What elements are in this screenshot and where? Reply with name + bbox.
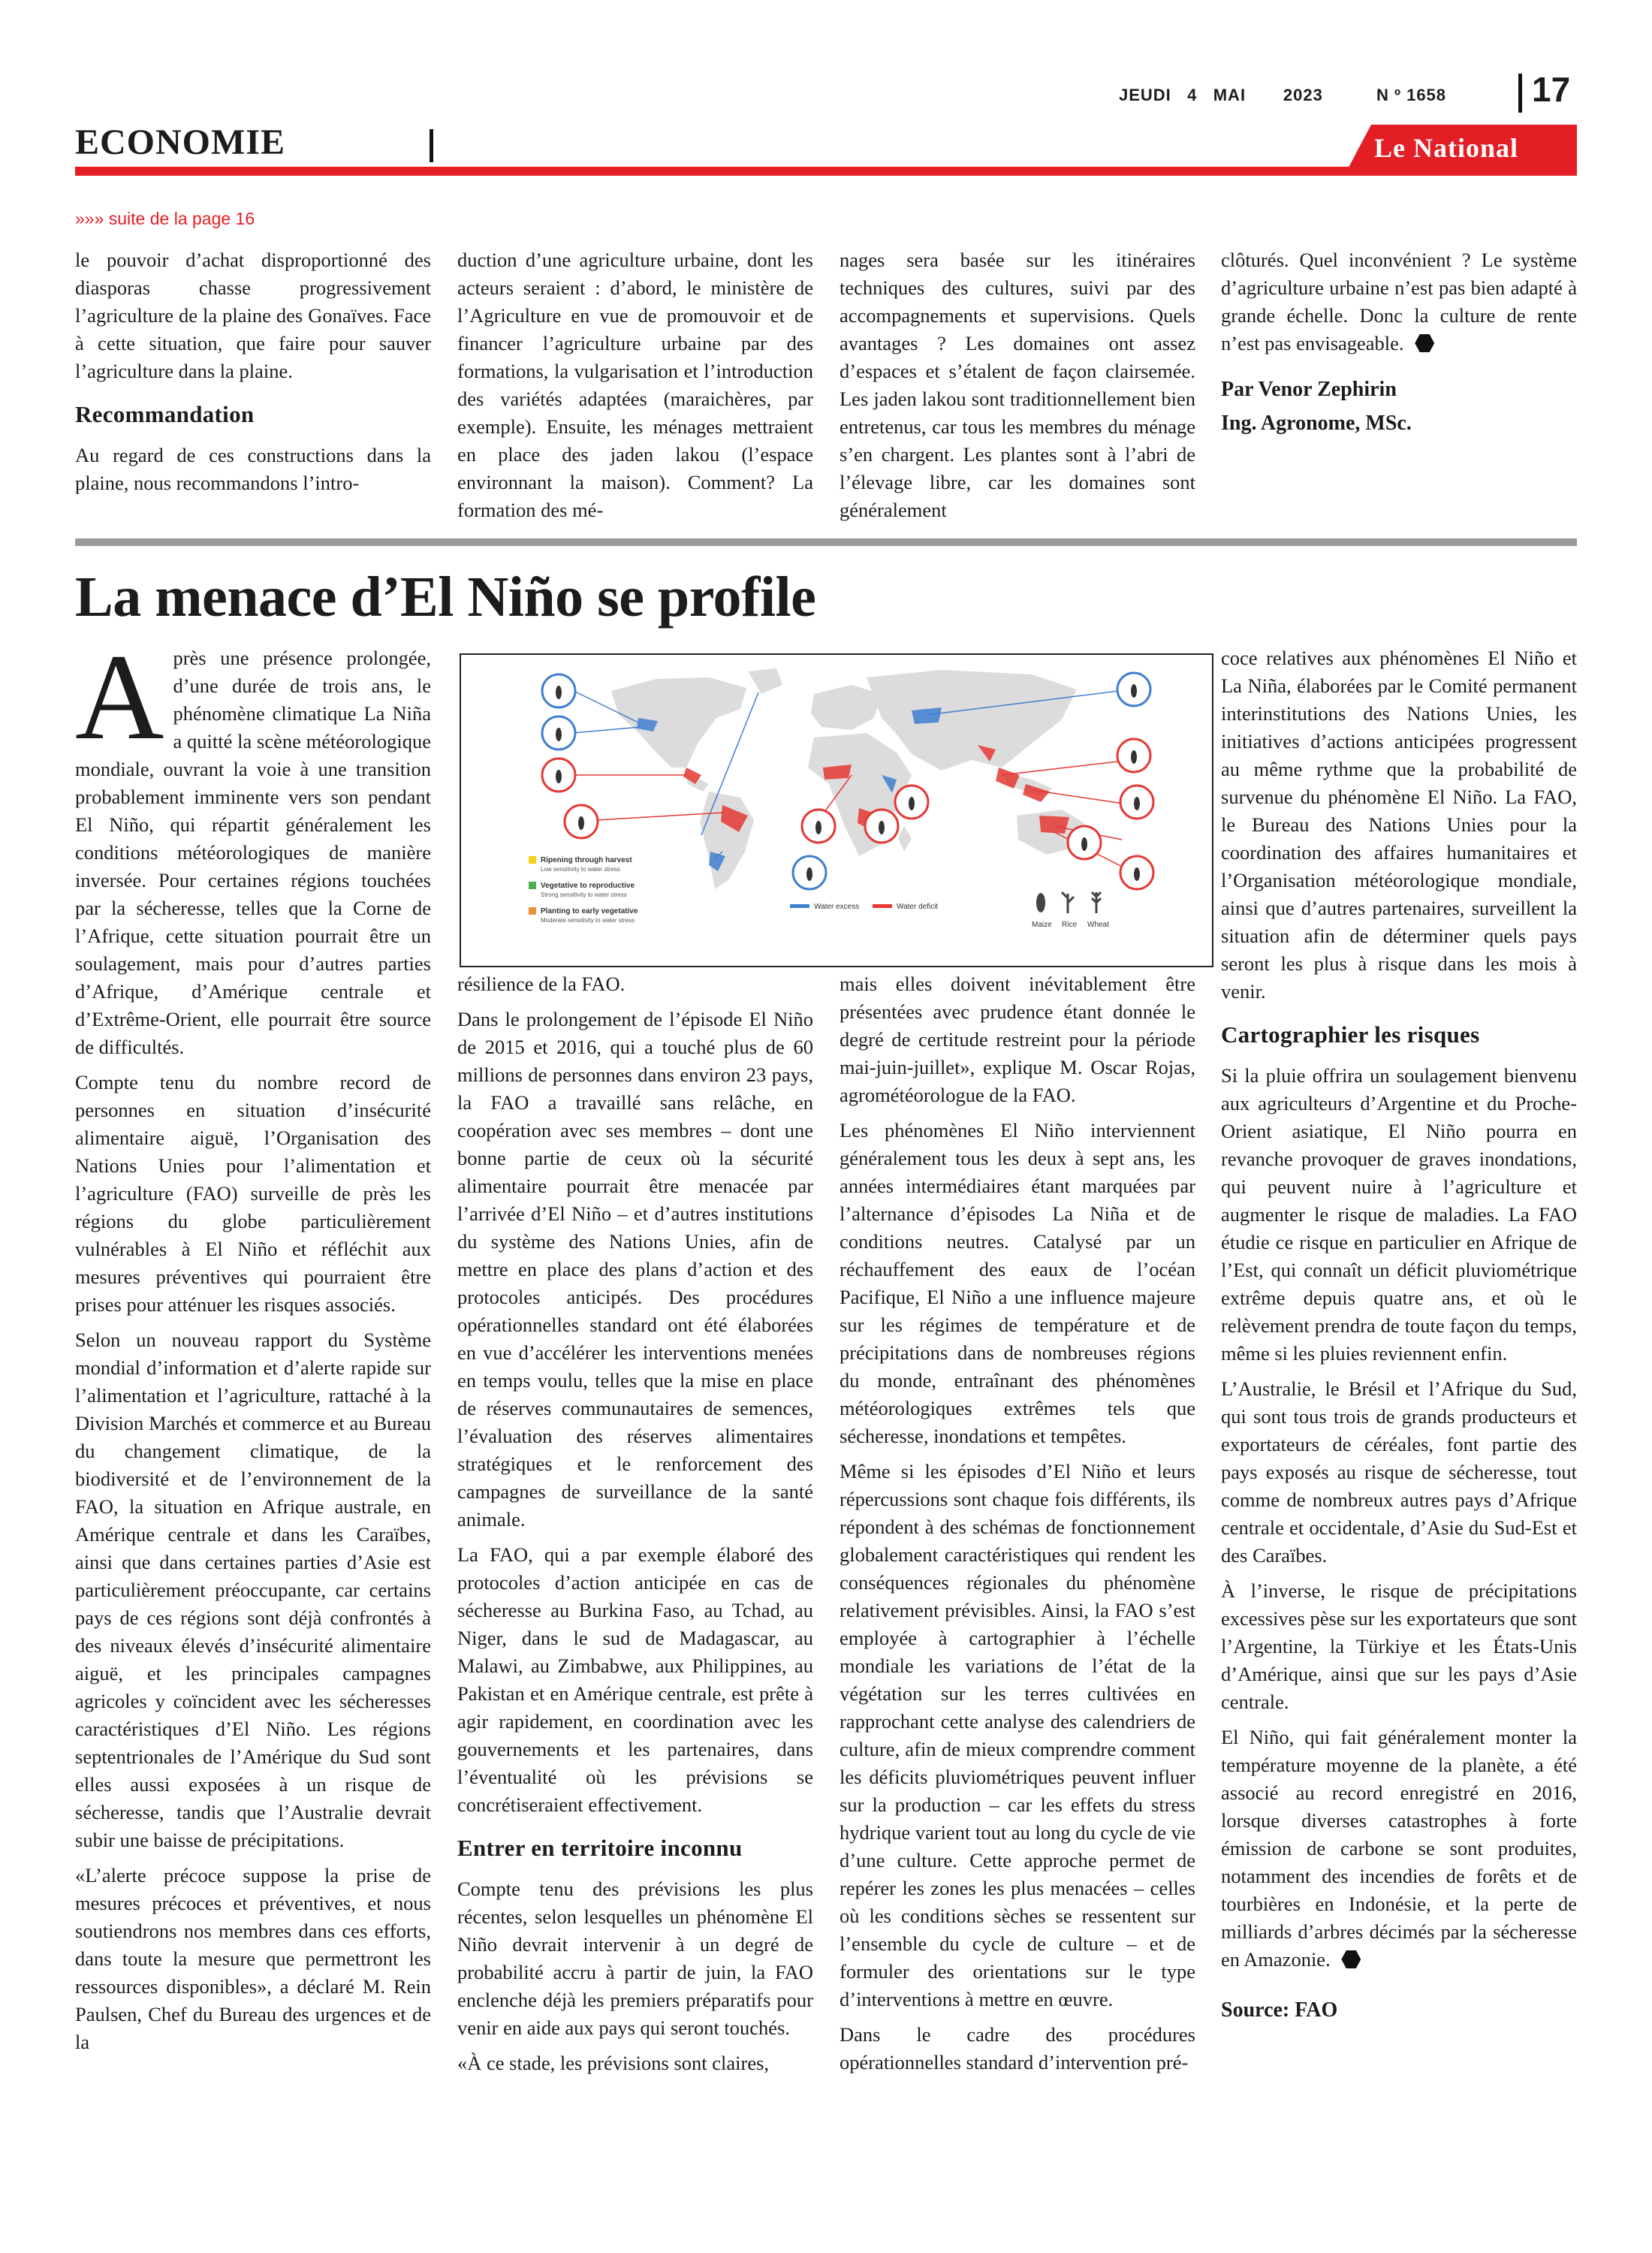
top-article-column-2 <box>457 246 813 532</box>
legend-swatch-vegetative <box>529 882 536 889</box>
section-divider <box>430 129 433 162</box>
top-article-column-4 <box>1221 246 1577 437</box>
legend-planting: Planting to early vegetative <box>541 907 638 915</box>
maize-icon <box>1036 893 1045 912</box>
paragraph: résilience de la FAO. <box>457 973 626 995</box>
legend-rice: Rice <box>1062 921 1078 929</box>
drop-cap: A <box>75 629 164 765</box>
date-year: 2023 <box>1283 86 1323 104</box>
paragraph: «À ce stade, les prévisions sont claires, <box>457 2052 770 2074</box>
date-month: MAI <box>1213 86 1247 104</box>
paragraph: Compte tenu du nombre record de personnes en situation d’insécurité alimentaire aiguë, l’Organisation des Nations Unies pour l’alimentation et l’agriculture (FAO) surveille de près les régions du globe particulièrement vulnérables à El Niño et réfléchit aux mesures préventives qui pourraient être prises pour atténuer les risques associés. <box>75 1071 431 1316</box>
main-article-column-3 <box>840 970 1195 2084</box>
end-mark-icon <box>1415 333 1434 353</box>
paragraph: duction d’une agriculture urbaine, dont les acteurs seraient : d’abord, le ministère de l’Agriculture en vue de promouvoir et de financer l’agriculture urbaine par des formations, la vulgarisation et l’introduction des variétés adaptées (maraichères, par exemple). Ensuite, les ménages mettraient en place des jaden lakou (l’espace environnant la maison). Comment? La formation des mé- <box>457 249 813 521</box>
legend-swatch-deficit <box>873 904 892 908</box>
main-article-column-2 <box>457 970 813 2085</box>
date-day: JEUDI <box>1119 86 1171 104</box>
rice-icon <box>1062 892 1074 913</box>
paragraph: Dans le prolongement de l’épisode El Niño de 2015 et 2016, qui a touché plus de 60 millions de personnes dans environ 23 pays, la FAO a travaillé sans relâche, en coopération avec ses membres – dont une bonne partie de ceux où la sécurité alimentaire pourrait être menacée par l’arrivée d’El Niño – et d’autres institutions du système des Nations Unies, afin de mettre en place des plans d’action et des protocoles anticipés. Des procédures opérationnelles standard ont été élaborées en vue d’accélérer les interventions menées en temps voulu, telles que la mise en place de réserves communautaires de semences, l’évaluation des réserves alimentaires stratégiques et le renforcement des campagnes de surveillance de la santé animale. <box>457 1008 813 1531</box>
legend-planting-sub: Moderate sensitivity to water stress <box>541 917 635 924</box>
author-name: Par Venor Zephirin <box>1221 378 1397 401</box>
date-number: 4 <box>1187 86 1198 104</box>
subheading-recommandation: Recommandation <box>75 401 255 427</box>
paragraph-text: El Niño, qui fait généralement monter la température moyenne de la planète, a été associé au record enregistré en 2016, lorsque diverses catastrophes à forte émission de carbone se sont produites, notamment des incendies de forêts et de tourbières en Indonésie, et la perte de milliards d’arbres décimés par la sécheresse en Amazonie. <box>1221 1726 1577 1971</box>
legend-swatch-planting <box>529 907 536 915</box>
publication-name: Le National <box>1374 133 1519 163</box>
paragraph: nages sera basée sur les itinéraires techniques des cultures, suivi par des accompagnements et supervisions. Quels avantages ? Les domaines ont assez d’espaces et s’étalent de façon clairsemée. Les jaden lakou sont traditionnellement bien entretenus, car tous les membres du ménage s’en chargent. Les plantes sont à l’abri de l’élevage libre, car les domaines sont généralement <box>840 249 1195 521</box>
legend-ripening-sub: Low sensitivity to water stress <box>541 866 620 873</box>
paragraph: L’Australie, le Brésil et l’Afrique du Sud, qui sont tous trois de grands producteurs et exportateurs de céréales, font partie des pays exposés au risque de sécheresse, tout comme de nombreux autres pays d’Afrique centrale et occidentale, d’Asie du Sud-Est et des Caraïbes. <box>1221 1377 1577 1567</box>
paragraph-text: clôturés. Quel inconvénient ? Le système d’agriculture urbaine n’est pas bien adapté à grande échelle. Donc la culture de rente n’est pas envisageable. <box>1221 249 1577 354</box>
main-article-column-4 <box>1221 644 1577 2024</box>
subheading-territoire-inconnu: Entrer en territoire inconnu <box>457 1835 743 1861</box>
paragraph: Selon un nouveau rapport du Système mondial d’information et d’alerte rapide sur l’alimentation et l’agriculture, rattaché à la Division Marchés et commerce et au Bureau du changement climatique, de la biodiversité et de l’environnement de la FAO, la situation en Afrique australe, en Amérique centrale et dans les Caraïbes, ainsi que dans certaines parties d’Asie est particulièrement préoccupante, car certains pays de ces régions sont déjà confrontés à des niveaux élevés d’insécurité alimentaire aiguë, et les principales campagnes agricoles y coïncident avec les sécheresses caractéristiques d’El Niño. Les régions septentrionales de l’Amérique du Sud sont elles aussi exposées à un risque de sécheresse, tandis que l’Australie devrait subir une baisse de précipitations. <box>75 1329 431 1851</box>
subheading-cartographier: Cartographier les risques <box>1221 1021 1480 1048</box>
continuation-note: »»» suite de la page 16 <box>75 209 255 228</box>
legend-vegetative: Vegetative to reproductive <box>541 882 635 890</box>
page-number: 17 <box>1532 70 1571 109</box>
top-article-column-3 <box>840 246 1195 532</box>
paragraph: À l’inverse, le risque de précipitations excessives pèse sur les exportateurs que sont l’Argentine, la Türkiye et les États-Unis d’Amérique, ainsi que sur les pays d’Asie centrale. <box>1221 1579 1577 1713</box>
legend-vegetative-sub: Strong sensitivity to water stress <box>541 891 627 898</box>
paragraph: Au regard de ces constructions dans la plaine, nous recommandons l’intro- <box>75 444 431 494</box>
author-title: Ing. Agronome, MSc. <box>1221 412 1412 435</box>
paragraph <box>1221 1724 1577 1974</box>
paragraph: Les phénomènes El Niño interviennent généralement tous les deux à sept ans, les années intermédiaires étant marquées par l’alternance d’épisodes La Niña et de conditions neutres. Catalysé par un réchauffement des eaux de l’océan Pacifique, El Niño a une influence majeure sur les régimes de température et de précipitations dans de nombreuses régions du monde, entraînant des phénomènes météorologiques extrêmes tels que sécheresse, inondations et tempêtes. <box>840 1119 1195 1447</box>
paragraph: mais elles doivent inévitablement être présentées avec prudence étant donnée le degré de certitude restreint pour la période mai-juin-juillet», explique M. Oscar Rojas, agrométéorologue de la FAO. <box>840 973 1195 1106</box>
paragraph: La FAO, qui a par exemple élaboré des protocoles d’action anticipée en cas de sécheresse au Burkina Faso, au Tchad, au Niger, dans le sud de Madagascar, au Malawi, au Zimbabwe, aux Philippines, au Pakistan et en Amérique centrale, est prête à agir rapidement, en coordination avec les gouvernements et les partenaires, dans l’éventualité où les prévisions se concrétiseraient effectivement. <box>457 1543 813 1816</box>
legend-water-deficit: Water deficit <box>897 903 939 911</box>
el-nino-risk-map <box>460 653 1213 967</box>
article-source: Source: FAO <box>1221 1998 1338 2022</box>
legend-ripening: Ripening through harvest <box>541 856 632 864</box>
paragraph: coce relatives aux phénomènes El Niño et La Niña, élaborées par le Comité permanent interinstitutions des Nations Unies, les initiatives d’actions anticipées progressent au même rythme que la probabilité de survenue du phénomène El Niño. La FAO, le Bureau des Nations Unies pour la coordination des affaires humanitaires et l’Organisation météorologique mondiale, ainsi que d’autres partenaires, surveillent la situation afin de déterminer quels pays seront les plus à risque dans les mois à venir. <box>1221 647 1577 1003</box>
legend-water-excess: Water excess <box>814 903 860 911</box>
paragraph <box>1221 246 1577 357</box>
issue-number: N º 1658 <box>1376 86 1447 104</box>
paragraph: Même si les épisodes d’El Niño et leurs répercussions sont chaque fois différents, ils répondent à des schémas de fonctionnement globalement caractéristiques qui rendent les conséquences régionales du phénomène relativement prévisibles. Ainsi, la FAO s’est employée à cartographier à l’échelle mondiale les variations de l’état de la végétation sur les terres cultivées en rapprochant cette analyse des calendriers de culture, afin de mieux comprendre comment les déficits pluviométriques peuvent influer sur la production – car les effets du stress hydrique varient tout au long du cycle de vie d’une culture. Cette approche permet de repérer les zones les plus menacées – celles où les conditions sèches se ressentent sur l’ensemble du cycle de culture – et de formuler des orientations sur le type d’interventions à mettre en œuvre. <box>840 1460 1195 2010</box>
paragraph: «L’alerte précoce suppose la prise de mesures précoces et préventives, et nous soutiendrons nos membres dans ces efforts, dans toute la mesure que permettront les ressources disponibles», a déclaré M. Rein Paulsen, Chef du Bureau des urgences et de la <box>75 1864 431 2053</box>
paragraph <box>75 629 431 1061</box>
top-article-column-1 <box>75 246 431 505</box>
world-map-graphic <box>461 655 1212 966</box>
legend-maize: Maize <box>1032 921 1052 929</box>
legend-swatch-excess <box>790 904 809 908</box>
paragraph: Si la pluie offrira un soulagement bienvenu aux agriculteurs d’Argentine et du Proche-Orient asiatique, El Niño pourra en revanche provoquer de graves inondations, qui peuvent nuire à l’agriculture et augmenter le risque de maladies. La FAO étudie ce risque en particulier en Afrique de l’Est, qui connaît un déficit pluviométrique extrême depuis quatre ans, et où le relèvement prendra de toute façon du temps, même si les pluies reviennent enfin. <box>1221 1064 1577 1365</box>
issue-date-line <box>1119 86 1446 105</box>
legend-swatch-ripening <box>529 856 536 864</box>
main-article-column-1 <box>75 629 431 2064</box>
paragraph: le pouvoir d’achat disproportionné des diasporas chasse progressivement l’agriculture de la plaine des Gonaïves. Face à cette situation, que faire pour sauver l’agriculture dans la plaine. <box>75 249 431 382</box>
article-separator <box>75 538 1577 546</box>
paragraph-text: près une présence prolongée, d’une durée de trois ans, le phénomène climatique La Niña a quitté la scène météorologique mondiale, ouvrant la voie à une transition probablement imminente vers son pendant El Niño, qui répartit généralement les conditions météorologiques de manière inversée. Pour certaines régions touchées par la sécheresse, telles que la Corne de l’Afrique, cette situation pourrait être un soulagement, mais pour d’autres parties d’Afrique, d’Amérique centrale et d’Extrême-Orient, elle pourrait être source de difficultés. <box>75 647 431 1058</box>
legend-wheat: Wheat <box>1087 921 1109 929</box>
section-title: ECONOMIE <box>75 122 286 162</box>
end-mark-icon <box>1341 1950 1361 1969</box>
paragraph: Compte tenu des prévisions les plus récentes, selon lesquelles un phénomène El Niño devrait intervenir à un degré de probabilité accru à partir de juin, la FAO enclenche déjà les premiers préparatifs pour venir en aide aux pays qui seront touchés. <box>457 1878 813 2039</box>
wheat-icon <box>1092 892 1101 913</box>
header-divider <box>1518 74 1522 113</box>
paragraph: Dans le cadre des procédures opérationnelles standard d’intervention pré- <box>840 2023 1195 2074</box>
article-headline: La menace d’El Niño se profile <box>75 566 816 629</box>
